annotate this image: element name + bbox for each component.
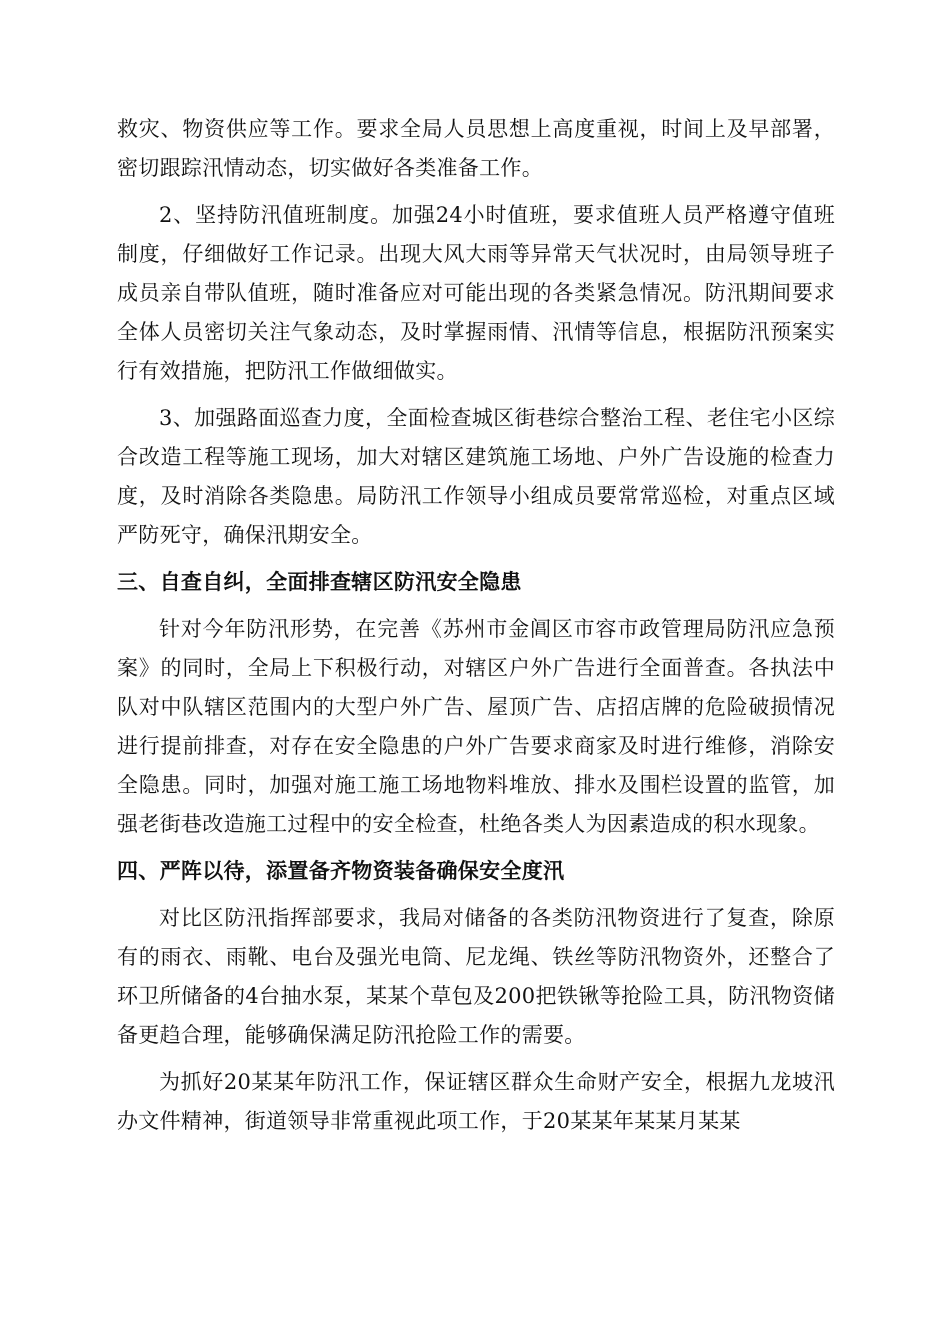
document-page: [117, 110, 835, 1141]
section-heading-three: 三、自查自纠，全面排查辖区防汛安全隐患: [117, 570, 522, 594]
paragraph-self-inspection: 针对今年防汛形势，在完善《苏州市金阊区市容市政管理局防汛应急预案》的同时，全局上下积极行动，对辖区户外广告进行全面普查。各执法中队对中队辖区范围内的大型户外广告、屋顶广告、店招店牌的危险破损情况进行提前排查，对存在安全隐患的户外广告要求商家及时进行维修，消除安全隐患。同时，加强对施工施工场地物料堆放、排水及围栏设置的监管，加强老街巷改造施工过程中的安全检查，杜绝各类人为因素造成的积水现象。: [117, 617, 835, 836]
paragraph-continued: 救灾、物资供应等工作。要求全局人员思想上高度重视，时间上及早部署，密切跟踪汛情动态，切实做好各类准备工作。: [117, 117, 835, 180]
paragraph-materials: 对比区防汛指挥部要求，我局对储备的各类防汛物资进行了复查，除原有的雨衣、雨靴、电台及强光电筒、尼龙绳、铁丝等防汛物资外，还整合了环卫所储备的4台抽水泵，某某个草包及200把铁锹等抢险工具，防汛物资储备更趋合理，能够确保满足防汛抢险工作的需要。: [117, 906, 835, 1047]
paragraph-flood-work: 为抓好20某某年防汛工作，保证辖区群众生命财产安全，根据九龙坡汛办文件精神，街道领导非常重视此项工作，于20某某年某某月某某: [117, 1070, 835, 1133]
section-heading-four: 四、严阵以待，添置备齐物资装备确保安全度汛: [117, 859, 565, 883]
paragraph-road-inspection: 3、加强路面巡查力度，全面检查城区街巷综合整治工程、老住宅小区综合改造工程等施工现场，加大对辖区建筑施工场地、户外广告设施的检查力度，及时消除各类隐患。局防汛工作领导小组成员要常常巡检，对重点区域严防死守，确保汛期安全。: [117, 406, 835, 547]
paragraph-duty-system: 2、坚持防汛值班制度。加强24小时值班，要求值班人员严格遵守值班制度，仔细做好工作记录。出现大风大雨等异常天气状况时，由局领导班子成员亲自带队值班，随时准备应对可能出现的各类紧急情况。防汛期间要求全体人员密切关注气象动态，及时掌握雨情、汛情等信息，根据防汛预案实行有效措施，把防汛工作做细做实。: [117, 203, 835, 383]
